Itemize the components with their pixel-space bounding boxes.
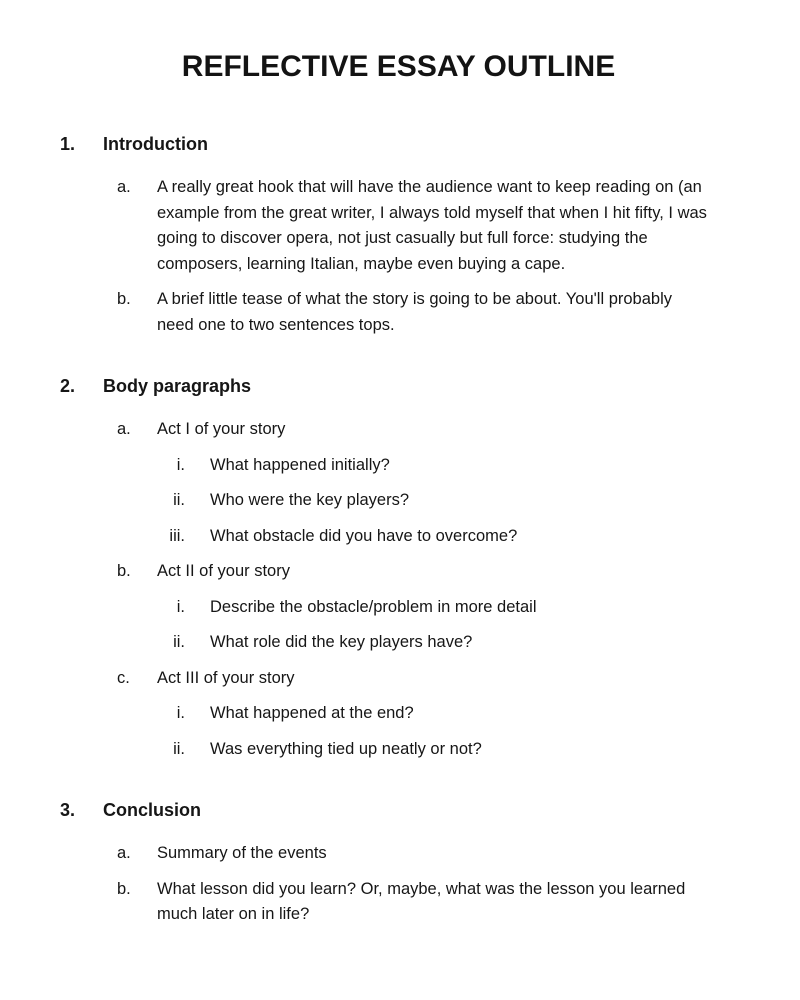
- item-text: What lesson did you learn? Or, maybe, what was the lesson you learned much later on in life?: [157, 879, 686, 923]
- subitem-text: What happened at the end?: [210, 704, 414, 722]
- section-heading-label: Introduction: [103, 134, 208, 154]
- document-title: REFLECTIVE ESSAY OUTLINE: [181, 50, 616, 83]
- section-heading: [60, 374, 737, 399]
- outline-item: [117, 417, 737, 443]
- outline-subitem: [117, 701, 737, 727]
- outline-item: [117, 175, 737, 277]
- section-heading: [60, 798, 737, 823]
- item-label: b.: [117, 562, 131, 580]
- subitem-text: What obstacle did you have to overcome?: [210, 526, 518, 545]
- item-label: a.: [117, 178, 131, 196]
- subitem-text: What role did the key players have?: [210, 633, 473, 651]
- outline-subitem: [117, 737, 737, 763]
- outline-item: [117, 287, 737, 338]
- section-body-paragraphs: [60, 374, 737, 762]
- section-heading-label: Conclusion: [103, 800, 201, 820]
- item-text: A brief little tease of what the story is going to be about. You'll probably need one to two sentences tops.: [157, 290, 672, 334]
- item-text: Summary of the events: [157, 844, 327, 862]
- item-label: a.: [117, 844, 131, 862]
- item-text: Act I of your story: [157, 420, 286, 438]
- outline-subitem: [117, 488, 737, 514]
- subitem-text: Who were the key players?: [210, 491, 410, 509]
- outline-item: [117, 877, 737, 928]
- section-number: 1.: [60, 134, 76, 154]
- subitem-label: ii.: [173, 739, 185, 758]
- outline-item: [117, 559, 737, 585]
- item-label: c.: [117, 668, 130, 687]
- item-text: Act II of your story: [157, 562, 290, 580]
- outline-subitem: [117, 453, 737, 479]
- outline-subitem: [117, 630, 737, 656]
- section-heading-label: Body paragraphs: [103, 376, 252, 396]
- subitem-text: Was everything tied up neatly or not?: [210, 739, 482, 758]
- subitem-label: ii.: [173, 491, 185, 509]
- section-introduction: [60, 132, 737, 338]
- section-number: 3.: [60, 800, 76, 820]
- item-label: b.: [117, 879, 131, 898]
- subitem-label: i.: [176, 455, 185, 474]
- subitem-label: iii.: [169, 526, 185, 545]
- outline-subitem: [117, 524, 737, 550]
- subitem-label: i.: [176, 704, 185, 722]
- section-conclusion: [60, 798, 737, 928]
- item-label: b.: [117, 290, 131, 308]
- section-heading: [60, 132, 737, 157]
- subitem-label: ii.: [173, 633, 185, 651]
- item-text: A really great hook that will have the audience want to keep reading on (an example from the great writer, I always told myself that when I hit fifty, I was going to discover opera, not just casually but full force: studying the composers, learning Italian, maybe even buying a cape.: [157, 178, 707, 273]
- subitem-text: What happened initially?: [210, 455, 390, 474]
- outline-subitem: [117, 595, 737, 621]
- section-number: 2.: [60, 376, 76, 396]
- outline-item: [117, 841, 737, 867]
- subitem-text: Describe the obstacle/problem in more detail: [210, 597, 537, 616]
- outline-item: [117, 666, 737, 692]
- item-text: Act III of your story: [157, 668, 295, 687]
- subitem-label: i.: [176, 597, 185, 616]
- item-label: a.: [117, 420, 131, 438]
